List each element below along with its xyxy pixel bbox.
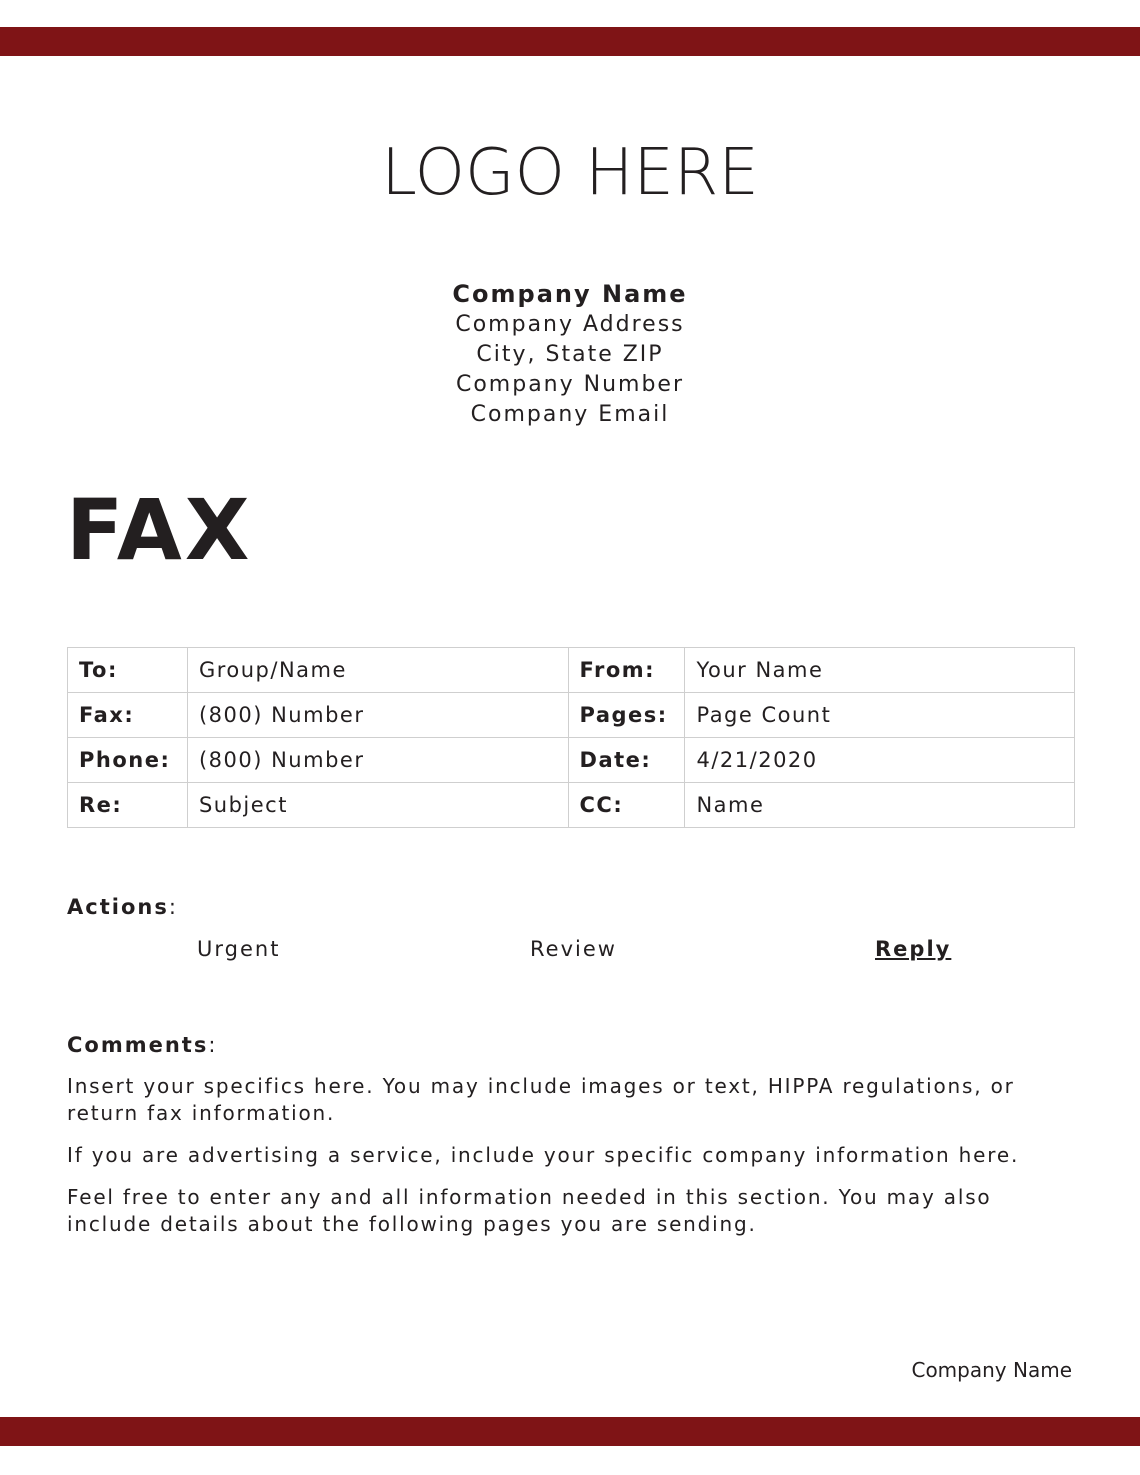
to-label: To: [68,648,188,693]
fax-label: Fax: [68,693,188,738]
comments-heading [67,1031,217,1059]
pages-value: Page Count [685,693,1075,738]
cc-value: Name [685,783,1075,828]
phone-label: Phone: [68,738,188,783]
date-label: Date: [568,738,685,783]
bottom-accent-bar [0,1417,1140,1446]
comment-paragraph: If you are advertising a service, include your specific company information here. [67,1143,1020,1167]
pages-label: Pages: [568,693,685,738]
actions-label: Actions [67,895,169,919]
table-row [68,783,1075,828]
action-reply: Reply [875,937,952,961]
comment-paragraph: Insert your specifics here. You may include images or text, HIPPA regulations, or return fax information. [67,1074,1015,1125]
phone-value: (800) Number [187,738,568,783]
logo-placeholder: LOGO HERE [381,136,759,210]
fax-info-table [67,647,1075,828]
from-value: Your Name [685,648,1075,693]
cc-label: CC: [568,783,685,828]
table-row [68,648,1075,693]
to-value: Group/Name [187,648,568,693]
table-row [68,693,1075,738]
company-city-state-zip: City, State ZIP [476,342,664,367]
fax-value: (800) Number [187,693,568,738]
date-value: 4/21/2020 [685,738,1075,783]
actions-heading [67,893,178,921]
comments-label: Comments [67,1033,209,1057]
company-info [0,278,1140,430]
comments-body [67,1073,1067,1253]
actions-colon: : [168,895,178,919]
company-number: Company Number [455,372,685,397]
company-name: Company Name [452,280,688,308]
table-row [68,738,1075,783]
from-label: From: [568,648,685,693]
comments-colon: : [208,1033,218,1057]
company-email: Company Email [470,402,670,427]
re-label: Re: [68,783,188,828]
fax-title: FAX [66,481,253,579]
re-value: Subject [187,783,568,828]
action-review: Review [530,937,617,961]
footer-company-name: Company Name [911,1358,1072,1382]
comment-paragraph: Feel free to enter any and all information needed in this section. You may also include details about the following pages you are sending. [67,1185,992,1236]
top-accent-bar [0,27,1140,56]
company-address: Company Address [455,312,685,337]
action-urgent: Urgent [197,937,281,961]
